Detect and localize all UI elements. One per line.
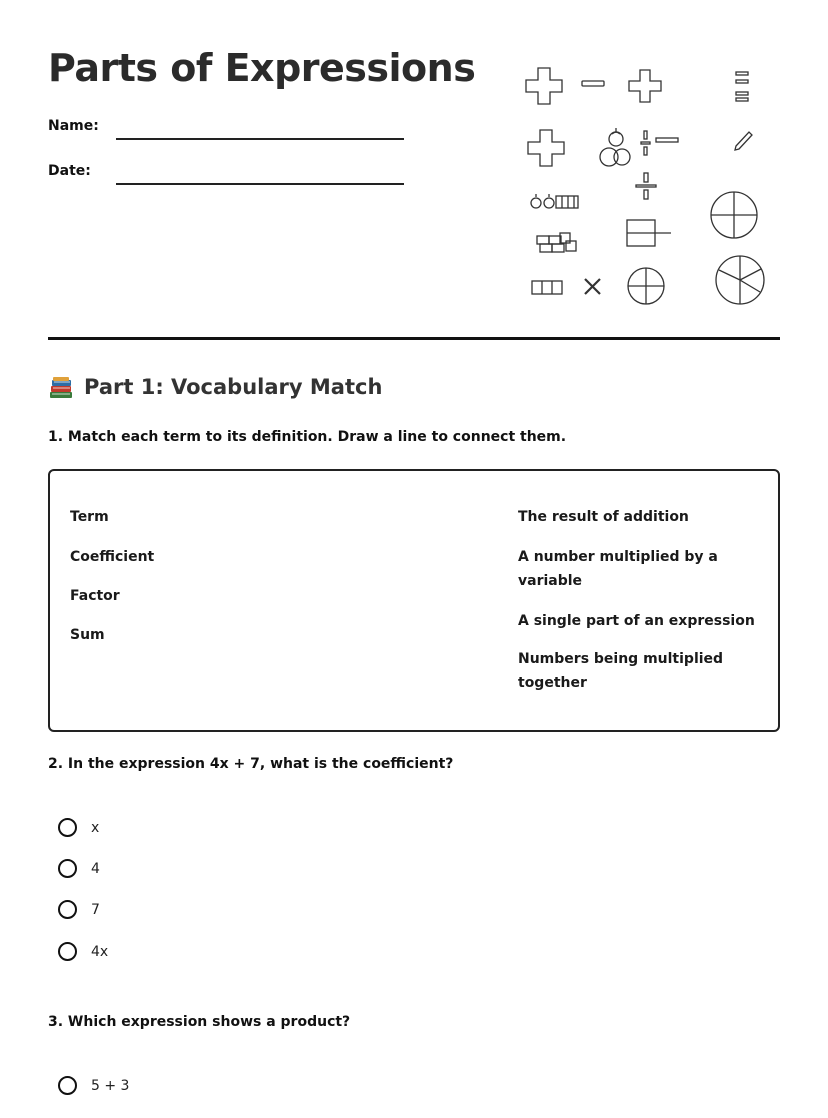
definition-item[interactable]: A single part of an expression <box>518 613 755 629</box>
vocabulary-match-box <box>48 469 780 732</box>
option-label: 5 + 3 <box>91 1077 130 1094</box>
definition-item[interactable]: The result of addition <box>518 509 689 525</box>
radio-button[interactable] <box>58 859 77 878</box>
blocks-icon <box>556 196 578 208</box>
term-item[interactable]: Factor <box>70 588 120 604</box>
option-label: 4 <box>91 860 100 877</box>
term-item[interactable]: Sum <box>70 627 105 643</box>
term-item[interactable]: Coefficient <box>70 549 155 565</box>
answer-option[interactable] <box>58 1076 129 1095</box>
section-heading <box>48 374 382 400</box>
definition-item[interactable]: Numbers being multiplied together <box>518 651 724 691</box>
math-clipart <box>520 60 780 310</box>
question-1: 1. Match each term to its definition. Draw a line to connect them. <box>48 429 567 445</box>
radio-button[interactable] <box>58 900 77 919</box>
plus-icon <box>629 70 661 102</box>
option-label: 7 <box>91 901 100 918</box>
pencil-icon <box>735 132 752 150</box>
page-title: Parts of Expressions <box>48 46 476 90</box>
blocks-icon <box>532 281 562 294</box>
answer-option[interactable] <box>58 900 100 919</box>
answer-option[interactable] <box>58 859 100 878</box>
definition-item[interactable]: A number multiplied by a variable <box>518 549 718 589</box>
plus-icon <box>526 68 562 104</box>
section-title: Part 1: Vocabulary Match <box>84 375 383 399</box>
circle-icon <box>628 268 664 304</box>
fraction-icon <box>641 131 678 155</box>
apple-icon <box>531 194 554 208</box>
answer-option[interactable] <box>58 818 99 837</box>
option-label: 4x <box>91 943 109 960</box>
date-label: Date: <box>48 163 91 179</box>
name-label: Name: <box>48 118 99 134</box>
fraction-icon <box>636 173 656 199</box>
pie-icon <box>716 256 764 304</box>
option-label: x <box>91 819 100 836</box>
equals-icon <box>736 72 748 101</box>
question-2: 2. In the expression 4x + 7, what is the coefficient? <box>48 756 454 772</box>
fraction-icon <box>627 220 671 246</box>
minus-icon <box>582 81 604 86</box>
name-line[interactable] <box>116 138 404 140</box>
radio-button[interactable] <box>58 818 77 837</box>
date-line[interactable] <box>116 183 404 185</box>
question-3: 3. Which expression shows a product? <box>48 1014 351 1030</box>
plus-icon <box>528 130 564 166</box>
radio-button[interactable] <box>58 1076 77 1095</box>
apple-icon <box>600 128 630 166</box>
divider <box>48 337 780 340</box>
circle-icon <box>711 192 757 238</box>
blocks-icon <box>537 233 576 252</box>
books-icon <box>48 374 74 400</box>
radio-button[interactable] <box>58 942 77 961</box>
answer-option[interactable] <box>58 942 108 961</box>
times-icon <box>585 279 600 294</box>
term-item[interactable]: Term <box>70 509 109 525</box>
